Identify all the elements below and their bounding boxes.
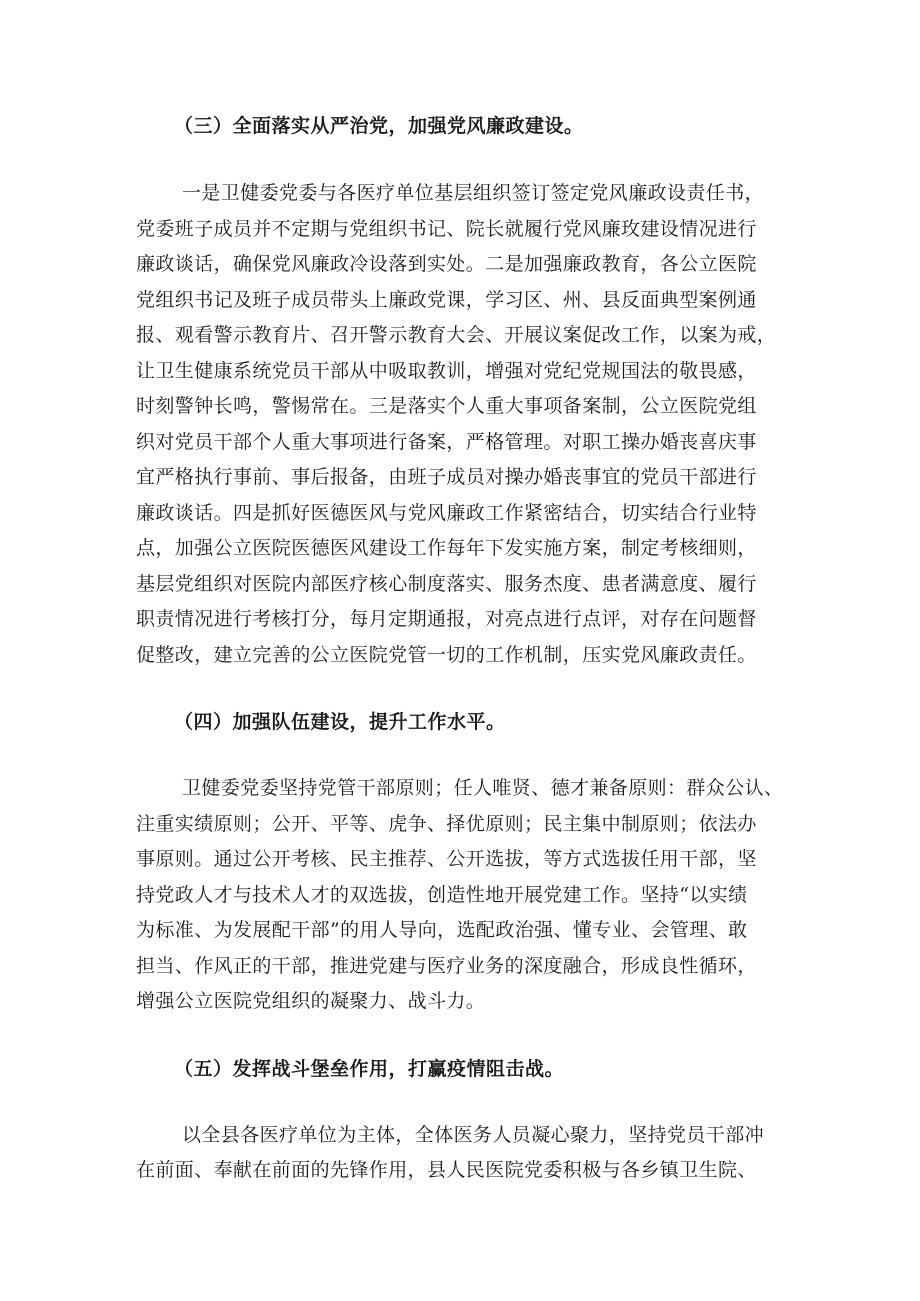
- text-line: 党委班子成员并不定期与党组织书记、院长就履行党风廉玫建设情况进行: [136, 217, 757, 240]
- text-line: 基层党组织对医院内部医疗核心制度落实、服务杰度、患者满意度、履行: [136, 572, 757, 595]
- text-line: 宜严格执行事前、事后报备，由班子成员对操办婚丧事宜的党员干部进行: [136, 466, 757, 488]
- text-line: 促整改，建立完善的公立医院党管一切的工作机制，压实党风廉政责任。: [136, 643, 757, 666]
- text-line: 以全县各医疗单位为主体，全体医务人员凝心聚力，坚持党员干部冲: [182, 1123, 765, 1146]
- document-page: [136, 108, 800, 1189]
- section-paragraph-3: [136, 176, 800, 673]
- text-line: 廉政谈话，确保党风廉政冷设落到实处。二是加强廉政教育，各公立医院: [136, 253, 757, 275]
- section-heading-4: （四）加强队伍建设，提升工作水平。: [174, 711, 506, 733]
- text-line: 增强公立医院党组织的凝聚力、战斗力。: [136, 990, 486, 1012]
- text-line: 一是卫健委党委与各医疗单位基层组织签订签定党风廉政设责任书，: [182, 182, 765, 204]
- text-line: 织对党员干部个人重大事项进行备案，严格管理。对职工操办婚丧喜庆事: [136, 430, 757, 453]
- text-line: 担当、作风正的干部，推进党建与医疗业务的深度融合，形成良性循环，: [136, 954, 757, 977]
- text-line: 点，加强公立医院医德医风建设工作每年下发实施方案，制定考核细则，: [136, 537, 757, 559]
- section-paragraph-5: [136, 1118, 800, 1189]
- text-line: 时刻警钟长鸣，警惕常在。三是落实个人重大事项备案制，公立医院党组: [136, 395, 757, 417]
- text-line: 卫健委党委坚持党管干部原则；任人唯贤、德才兼备原则：群众公认、: [182, 777, 784, 799]
- text-line: 让卫生健康系统党员干部从中吸取教训，增强对党纪党规国法的敬畏感，: [136, 359, 757, 382]
- text-line: 报、观看警示教育片、召开警示教育大会、开展议案促改工作，以案为戒，: [136, 324, 777, 346]
- section-heading-5: （五）发挥战斗堡垒作用，打赢疫情阻击战。: [174, 1057, 565, 1080]
- text-line: 注重实绩原则；公开、平等、虎争、择优原则；民主集中制原则；依法办: [136, 812, 757, 835]
- section-heading-3: （三）全面落实从严治党，加强党风廉政建设。: [174, 115, 584, 137]
- section-paragraph-4: [136, 771, 800, 1020]
- text-line: 事原则。通过公开考核、民主推荐、公开选拔，等方式选拔任用干部，坚: [136, 848, 757, 870]
- text-line: 在前面、奉献在前面的先锋作用，县人民医院党委积极与各乡镇卫生院、: [136, 1159, 757, 1181]
- text-line: 持党政人才与技术人才的双选拔，创造性地开展党建工作。坚持“以实绩: [136, 883, 748, 906]
- text-line: 职责情况进行考核打分，每月定期通报，对亮点进行点评，对存在问题督: [136, 608, 757, 630]
- text-line: 党组织书记及班子成员带头上廉政党课，学习区、州、县反面典型案例通: [136, 288, 757, 311]
- text-line: 廉政谈话。四是抓好医德医风与党风廉政工作紧密结合，切实结合行业特: [136, 501, 757, 524]
- text-line: 为标准、为发展配干部”的用人导向，选配政治强、懂专业、会管理、敢: [136, 919, 748, 941]
